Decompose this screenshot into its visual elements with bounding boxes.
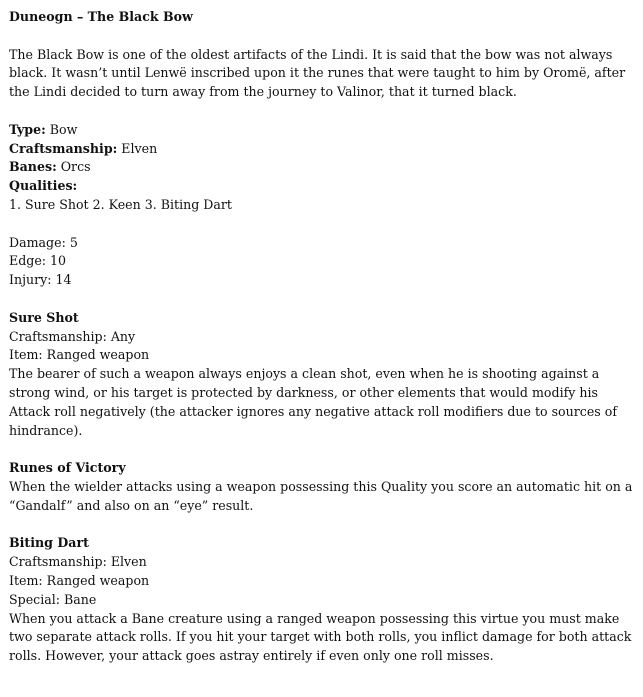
spacer [9, 290, 635, 309]
banes-row [9, 158, 635, 177]
craftsmanship-row [9, 140, 635, 159]
runes-of-victory-heading: Runes of Victory [9, 460, 126, 476]
spacer [9, 516, 635, 535]
biting-dart-item: Item: Ranged weapon [9, 572, 150, 588]
craftsmanship-value: Elven [117, 140, 158, 156]
biting-dart-description: When you attack a Bane creature using a ranged weapon possessing this virtue you must make two separate attack rolls. If you hit your target with both rolls, you inflict damage for both attack rolls. However, your attack goes astray entirely if even only one roll misses. [9, 610, 632, 664]
banes-label: Banes: [9, 159, 57, 175]
craftsmanship-label: Craftsmanship: [9, 140, 118, 156]
biting-dart-craftsmanship: Craftsmanship: Elven [9, 554, 147, 570]
qualities-list: 1. Sure Shot 2. Keen 3. Biting Dart [9, 196, 232, 212]
sure-shot-item: Item: Ranged weapon [9, 347, 150, 363]
spacer [9, 440, 635, 459]
spacer [9, 215, 635, 234]
type-label: Type: [9, 121, 46, 137]
type-value: Bow [45, 121, 78, 137]
type-row [9, 121, 635, 140]
edge-stat: Edge: 10 [9, 253, 67, 269]
sure-shot-craftsmanship: Craftsmanship: Any [9, 328, 136, 344]
injury-stat: Injury: 14 [9, 272, 72, 288]
spacer [9, 102, 635, 121]
sure-shot-heading: Sure Shot [9, 309, 79, 325]
sure-shot-description: The bearer of such a weapon always enjoys a clean shot, even when he is shooting against a strong wind, or his target is protected by darkness, or other elements that would modify his Attack roll negatively (the attacker ignores any negative attack roll modifiers due to sources of hindrance). [9, 366, 617, 438]
spacer [9, 27, 635, 46]
intro-paragraph: The Black Bow is one of the oldest artifacts of the Lindi. It is said that the bow was not always black. It wasn’t until Lenwë inscribed upon it the runes that were taught to him by Oromë, after the Lindi decided to turn away from the journey to Valinor, that it turned black. [9, 46, 626, 100]
document [9, 8, 635, 666]
qualities-label: Qualities: [9, 178, 78, 194]
biting-dart-special: Special: Bane [9, 591, 97, 607]
doc-title: Duneogn – The Black Bow [9, 9, 193, 24]
banes-value: Orcs [56, 159, 91, 175]
biting-dart-heading: Biting Dart [9, 535, 89, 551]
damage-stat: Damage: 5 [9, 234, 78, 250]
runes-of-victory-description: When the wielder attacks using a weapon possessing this Quality you score an automatic hit on a “Gandalf” and also on an “eye” result. [9, 478, 633, 513]
